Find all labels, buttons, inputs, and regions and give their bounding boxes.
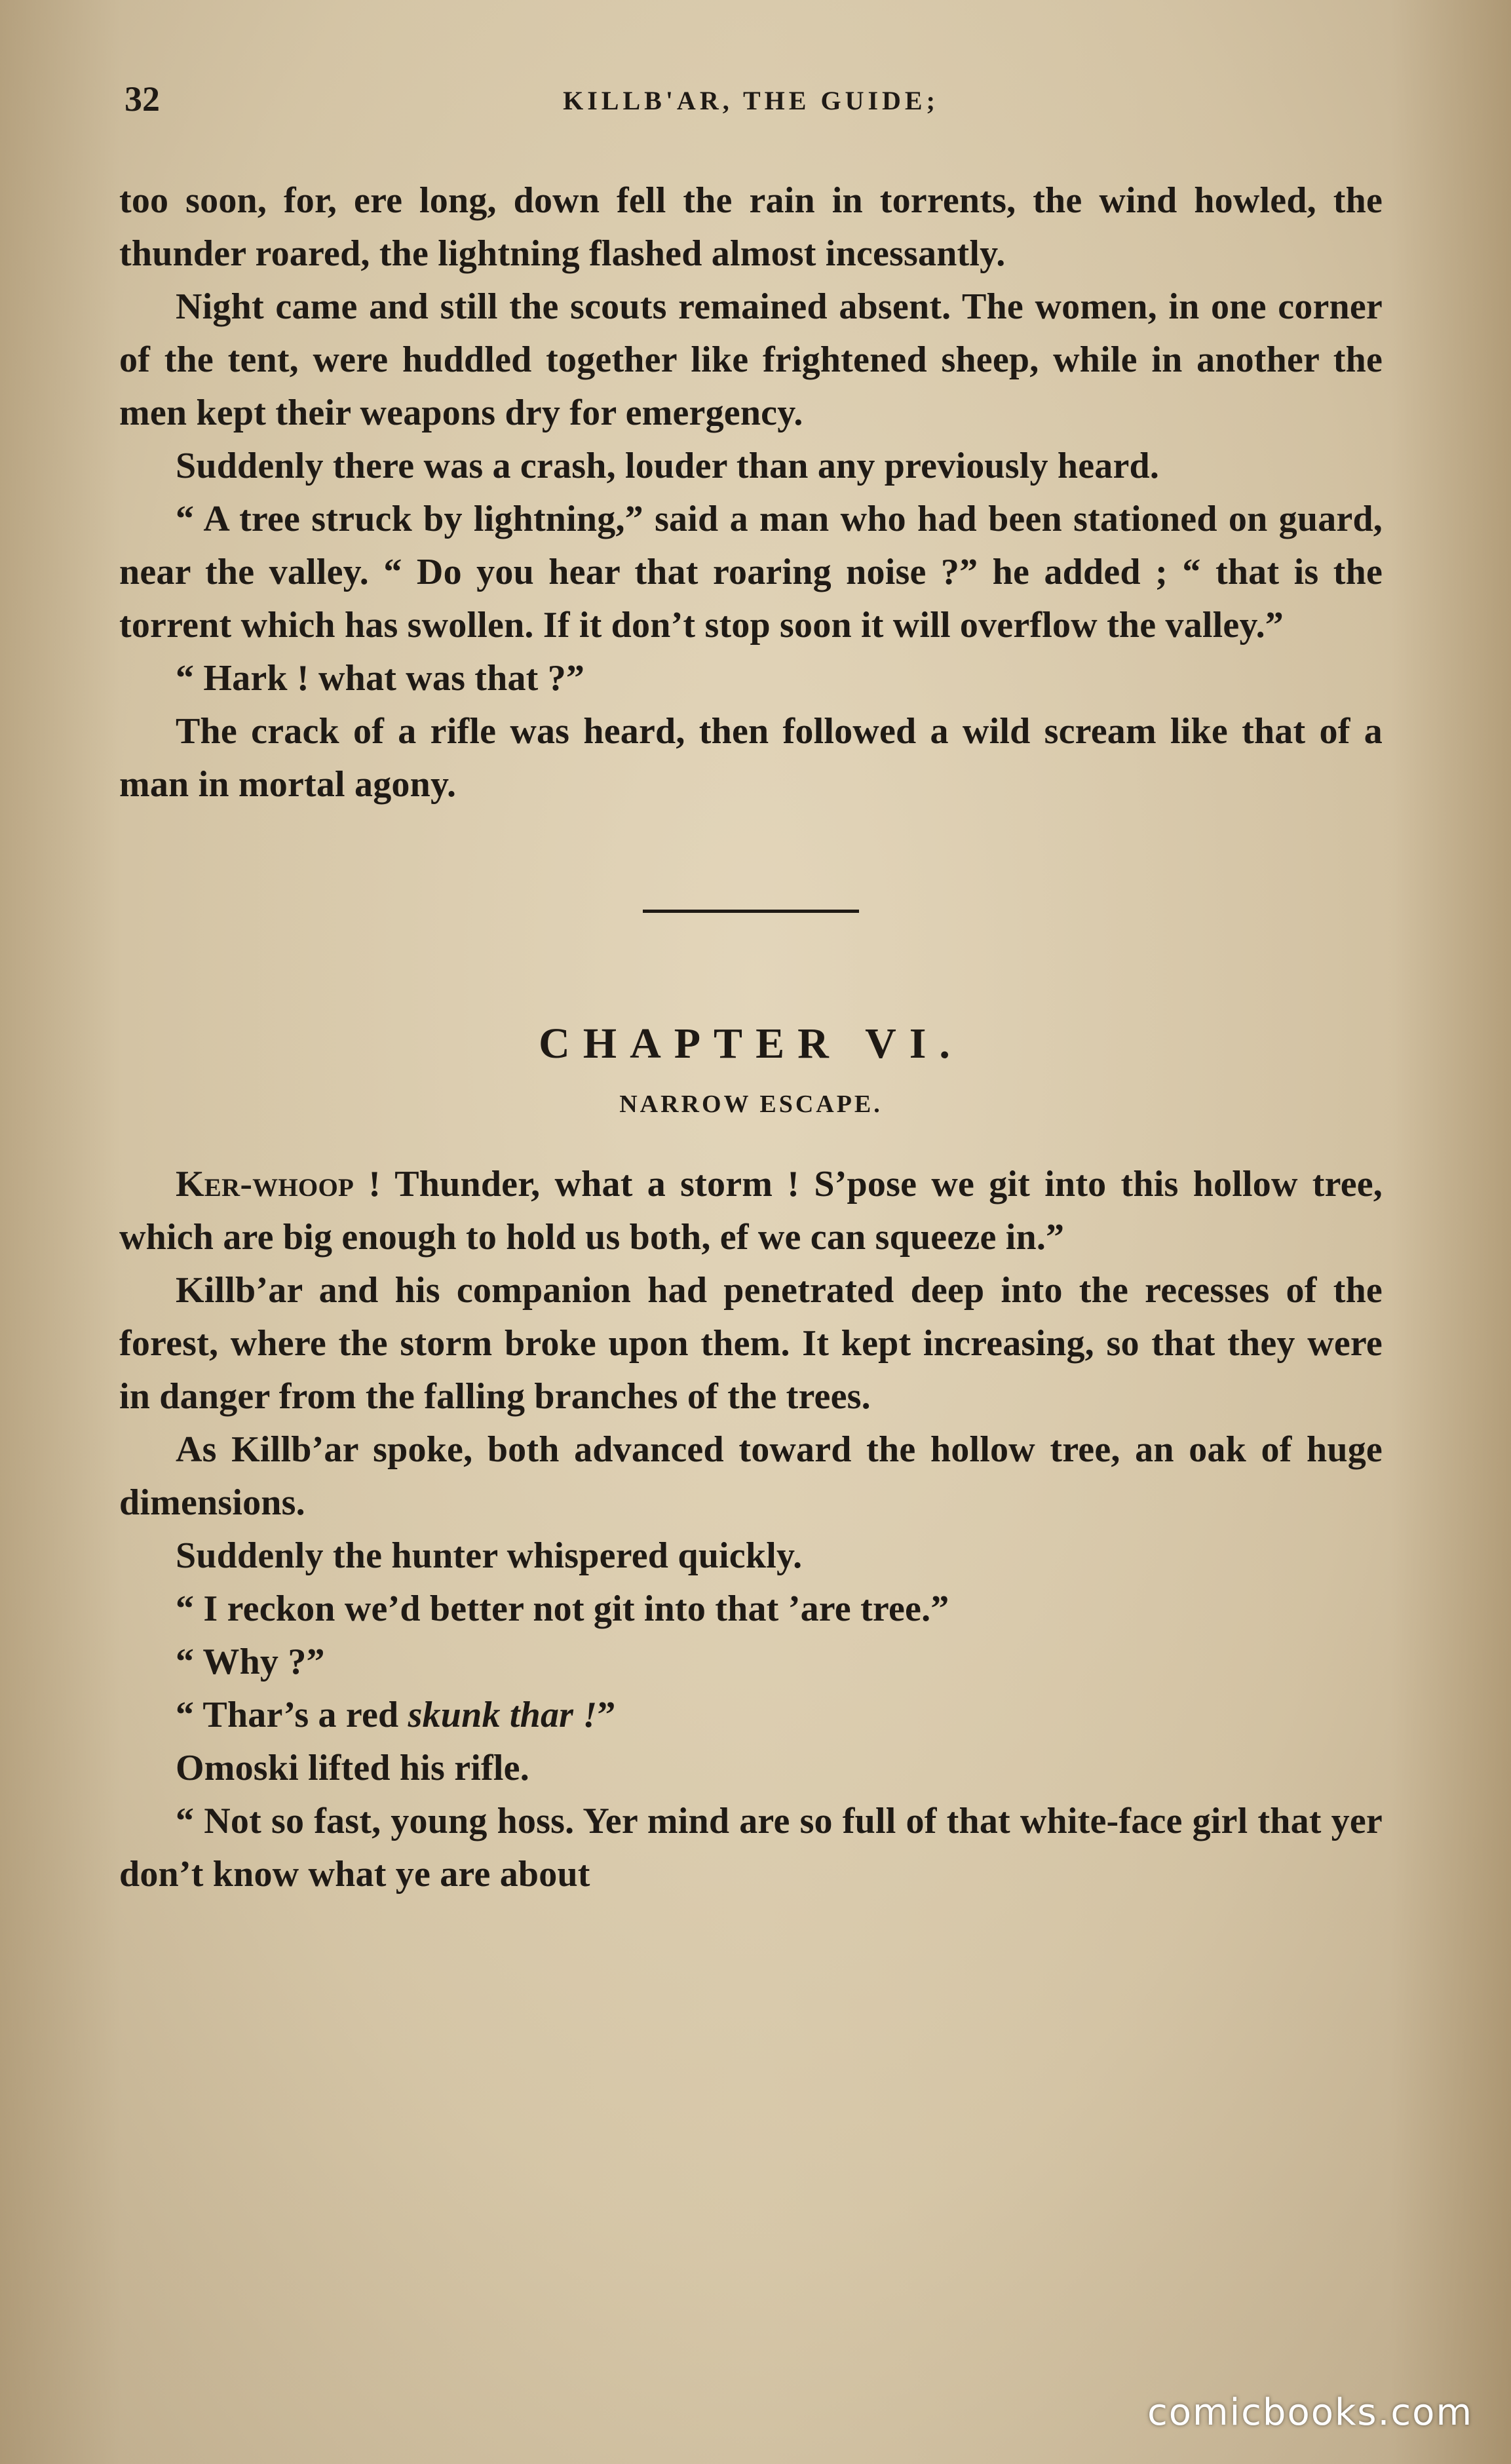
paragraph: “ A tree struck by lightning,” said a man who had been stationed on guard, near the valley. “ Do you hear that roaring noise ?” he added ; “ that is the torrent which has swollen. If it don’t stop soon it will overflow the valley.”	[119, 499, 1383, 645]
paragraph: Suddenly there was a crash, louder than any previously heard.	[176, 446, 1160, 486]
paragraph: Night came and still the scouts remained absent. The women, in one corner of the tent, were huddled together like frightened sheep, while in another the men kept their weapons dry for emergency.	[119, 286, 1383, 433]
chapter-subtitle: NARROW ESCAPE.	[619, 1090, 883, 1118]
dialogue-line: “ I reckon we’d better not git into that ’are tree.”	[176, 1588, 949, 1629]
paragraph: As Killb’ar spoke, both advanced toward the hollow tree, an oak of huge dimensions.	[119, 1429, 1383, 1523]
paragraph: The crack of a rifle was heard, then followed a wild scream like that of a man in mortal agony.	[119, 711, 1383, 805]
dialogue-line: “ Why ?”	[176, 1642, 325, 1682]
dialogue-line	[119, 1689, 1383, 1742]
paragraph: Omoski lifted his rifle.	[176, 1748, 529, 1788]
running-head	[119, 79, 1383, 135]
paragraph: Suddenly the hunter whispered quickly.	[176, 1535, 803, 1576]
skunk-line-before: “ Thar’s a red	[176, 1695, 408, 1735]
opening-exclamation: Ker-whoop !	[176, 1164, 381, 1204]
text-block	[119, 79, 1383, 1901]
watermark: comicbooks.com	[1147, 2391, 1473, 2434]
opening-text: Thunder, what a storm ! S’pose we git into this hollow tree, which are big enough to hold us both, ef we can squeeze in.”	[119, 1164, 1383, 1258]
skunk-line-after: ”	[597, 1695, 616, 1735]
running-title: KILLB'AR, THE GUIDE;	[563, 86, 939, 115]
paragraph: “ Not so fast, young hoss. Yer mind are so full of that white-face girl that yer don’t know what ye are about	[119, 1801, 1383, 1895]
chapter-heading: CHAPTER VI.	[539, 1020, 963, 1068]
paragraph-continued: too soon, for, ere long, down fell the rain in torrents, the wind howled, the thunder roared, the lightning flashed almost incessantly.	[119, 180, 1383, 274]
skunk-line-italic: skunk thar !	[408, 1695, 598, 1735]
chapter-first-paragraph	[119, 1158, 1383, 1264]
page-number: 32	[124, 79, 160, 119]
paragraph: “ Hark ! what was that ?”	[176, 658, 585, 699]
paragraph: Killb’ar and his companion had penetrated deep into the recesses of the forest, where the storm broke upon them. It kept increasing, so that they were in danger from the falling branches of the trees.	[119, 1270, 1383, 1417]
chapter-divider	[643, 910, 859, 913]
